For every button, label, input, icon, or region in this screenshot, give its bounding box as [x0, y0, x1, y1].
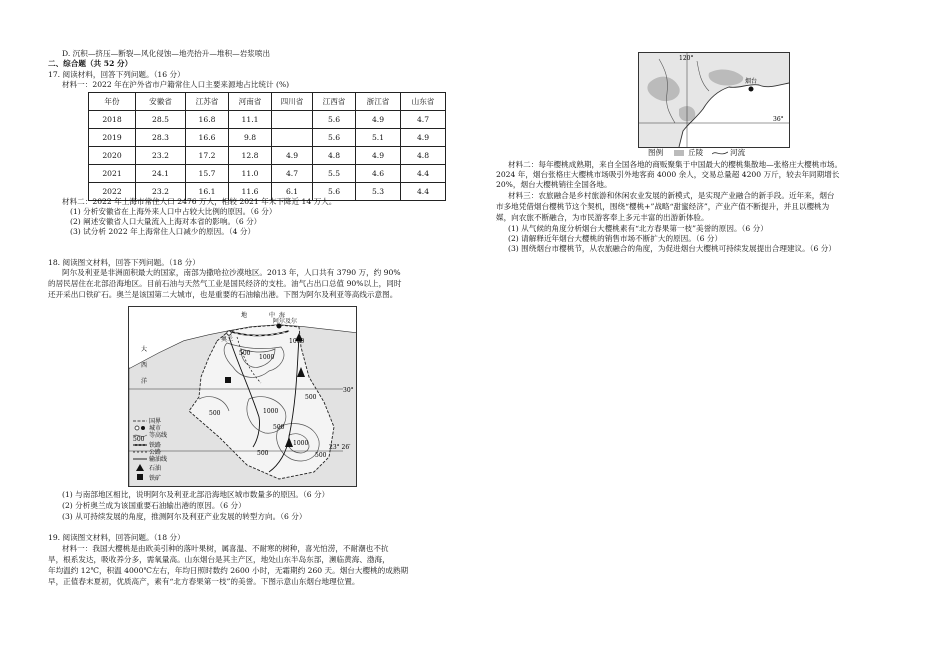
contour-label: 500 [257, 450, 269, 457]
q17-heading: 17. 阅读材料，回答下列问题。（16 分） [48, 70, 185, 79]
table-cell: 2018 [89, 111, 136, 129]
legend-railway: 铁路 [149, 442, 162, 449]
q19-sub1: (1) 从气候的角度分析烟台大樱桃素有“北方春果第一枝”美誉的原因。（6 分） [508, 224, 768, 233]
table-cell: 16.1 [186, 183, 229, 201]
legend-contour: 等高线 [149, 432, 168, 439]
legend-border: 国界 [149, 418, 162, 425]
table-header: 四川省 [272, 93, 313, 111]
contour-label: 1000 [263, 408, 279, 415]
q18-body-line1: 阿尔及利亚是非洲面积最大的国家，南部为撒哈拉沙漠地区。2013 年，人口共有 3790 万，约 90% [62, 268, 401, 277]
label-hai: 海 [279, 312, 286, 319]
table-header: 安徽省 [136, 93, 186, 111]
table-header: 江苏省 [186, 93, 229, 111]
table-row [89, 147, 446, 165]
table-cell: 16.8 [186, 111, 229, 129]
q19-body-line4: 早，正值春末夏初，优质高产，素有“北方春果第一枝”的美誉。下图示意山东烟台地理位置。 [48, 577, 360, 586]
table-cell: 4.9 [401, 129, 446, 147]
table-cell: 17.2 [186, 147, 229, 165]
label-lat-36: 36° [773, 116, 784, 123]
table-cell: 5.1 [356, 129, 401, 147]
table-cell: 23.2 [136, 147, 186, 165]
table-header: 江西省 [313, 93, 356, 111]
yantai-map-legend [648, 148, 788, 158]
legend-oil: 石油 [149, 465, 162, 472]
q19-sub2: (2) 请解释近年烟台大樱桃的销售市场不断扩大的原因。（6 分） [508, 234, 723, 243]
legend-hill: 丘陵 [688, 148, 704, 157]
q18-heading: 18. 阅读图文材料，回答下列问题。（18 分） [48, 258, 200, 267]
legend-iron: 铁矿 [149, 475, 162, 482]
q19-material2-line3: 20%，烟台大樱桃销往全国各地。 [496, 180, 612, 189]
algeria-contour-map [128, 306, 357, 487]
q17-sub3: (3) 试分析 2022 年上海常住人口减少的原因。（4 分） [70, 227, 256, 236]
legend-river-swatch [712, 149, 728, 157]
legend-hill-swatch [674, 150, 684, 156]
table-cell: 4.9 [356, 147, 401, 165]
contour-label: 500 [273, 424, 285, 431]
q18-sub3: (3) 从可持续发展的角度，推测阿尔及利亚产业发展的转型方向。（6 分） [62, 512, 307, 521]
yantai-marker [749, 87, 754, 92]
table-cell: 4.7 [272, 165, 313, 183]
table-cell: 2019 [89, 129, 136, 147]
table-cell: 24.1 [136, 165, 186, 183]
table-cell: 6.1 [272, 183, 313, 201]
q19-material3-line3: 媒，向农旅不断融合，为市民游客奉上多元丰富的出游新体验。 [496, 213, 709, 222]
contour-label: 500 [305, 394, 317, 401]
label-oran: 奥兰 [221, 336, 234, 343]
q19-heading: 19. 阅读图文材料，回答问题。（18 分） [48, 533, 185, 542]
legend-title: 图例 [648, 148, 664, 157]
section-title: 二、综合题（共 52 分） [48, 59, 133, 68]
q18-sub2: (2) 分析奥兰成为该国重要石油输出港的原因。（6 分） [62, 501, 246, 510]
legend-city: 城市 [149, 425, 162, 432]
option-d: D. 沉积—挤压—断裂—风化侵蚀—地壳抬升—堆积—岩浆喷出 [62, 49, 271, 58]
table-header-row [89, 93, 446, 111]
q19-body-line1: 材料一：我国大樱桃是由欧美引种的落叶果树，属喜温、不耐寒的树种，喜光怕涝，不耐潮也不抗 [62, 544, 389, 553]
legend-river: 河流 [730, 148, 746, 157]
contour-label: 1000 [289, 338, 305, 345]
table-cell: 12.8 [229, 147, 272, 165]
legend-pipeline: 输油线 [149, 456, 168, 463]
table-cell: 23.2 [136, 183, 186, 201]
table-cell: 4.8 [401, 147, 446, 165]
latitude-label-30: 30° [343, 387, 354, 394]
table-cell: 4.4 [401, 183, 446, 201]
label-ocean-1: 大 [141, 346, 148, 353]
table-cell: 16.6 [186, 129, 229, 147]
q18-sub1: (1) 与南部地区相比，说明阿尔及利亚北部沿海地区城市数量多的原因。（6 分） [62, 490, 330, 499]
table-cell: 5.6 [313, 129, 356, 147]
table-cell: 9.8 [229, 129, 272, 147]
table-header: 年份 [89, 93, 136, 111]
population-table [88, 92, 446, 201]
table-cell: 2020 [89, 147, 136, 165]
q18-body-line3: 还开采出口铁矿石。奥兰是该国第二大城市，也是重要的石油输出港。下图为阿尔及利亚等高线示意图。 [48, 290, 398, 299]
label-yantai: 烟台 [745, 78, 758, 85]
table-cell: 5.5 [313, 165, 356, 183]
city-marker [227, 331, 231, 335]
table-cell: 4.7 [401, 111, 446, 129]
table-cell: 5.6 [313, 111, 356, 129]
table-cell: 15.7 [186, 165, 229, 183]
contour-label: 1000 [293, 440, 309, 447]
table-cell: 28.3 [136, 129, 186, 147]
contour-label: 500 [315, 452, 327, 459]
q19-material2-line2: 2024 年，烟台张格庄大樱桃市场吸引外地客商 4000 余人，交易总量超 4200 万斤，较去年同期增长 [496, 170, 840, 179]
yantai-location-map [638, 52, 790, 148]
q19-sub3: (3) 围绕烟台市樱桃节，从农旅融合的角度，为促进烟台大樱桃可持续发展提出合理建议。（6 分） [508, 244, 836, 253]
table-cell: 11.0 [229, 165, 272, 183]
table-cell: 5.6 [313, 183, 356, 201]
q19-material2-line1: 材料二：每年樱桃成熟期，来自全国各地的商贩聚集于中国最大的樱桃集散地—张格庄大樱桃市场。 [508, 160, 843, 169]
table-cell: 2022 [89, 183, 136, 201]
q17-material2: 材料二：2022 年上海市常住人口 2476 万人，相较 2021 年末下降近 14 万人。 [62, 197, 337, 206]
contour-label: 1000 [259, 354, 275, 361]
label-algiers: 阿尔及尔 [273, 318, 298, 325]
q19-material3-line1: 材料三：农旅融合是乡村旅游和休闲农业发展的新模式，是实现产业融合的新手段。近年来，烟台 [508, 191, 835, 200]
q17-sub2: (2) 阐述安徽省人口大量流入上海对本省的影响。（6 分） [70, 217, 262, 226]
iron-mine-marker [225, 377, 231, 383]
q18-body-line2: 的居民居住在北部沿海地区。目前石油与天然气工业是国民经济的支柱。油气占出口总值 90%以上，同时 [48, 279, 402, 288]
legend-road: 公路 [149, 449, 162, 456]
label-ocean-3: 洋 [141, 378, 148, 385]
contour-label: 500 [209, 410, 221, 417]
contour-label: 500 [239, 350, 251, 357]
table-cell: 4.9 [272, 147, 313, 165]
label-lon-120: 120° [679, 55, 694, 62]
table-cell [272, 129, 313, 147]
label-di: 地 [241, 312, 248, 319]
label-ocean-2: 西 [141, 362, 148, 369]
table-cell: 4.4 [401, 165, 446, 183]
table-header: 浙江省 [356, 93, 401, 111]
legend-contour-value: 500 [133, 436, 145, 443]
table-cell: 4.6 [356, 165, 401, 183]
label-zhong: 中 [269, 312, 276, 319]
q19-material3-line2: 市多地凭借烟台樱桃节这个契机，围绕“樱桃+”战略“甜蜜经济”，产业产值不断提升，并且以樱桃为 [496, 202, 830, 211]
q19-body-line2: 旱，根系发达，吸收养分多，需氧量高。山东烟台是其主产区，地处山东半岛东部，濒临黄海、渤海， [48, 555, 390, 564]
table-cell: 28.5 [136, 111, 186, 129]
q17-sub1: (1) 分析安徽省在上海外来人口中占较大比例的原因。（6 分） [70, 207, 277, 216]
table-row [89, 129, 446, 147]
table-cell [272, 111, 313, 129]
table-cell: 4.9 [356, 111, 401, 129]
table-cell: 5.3 [356, 183, 401, 201]
table-cell: 11.1 [229, 111, 272, 129]
table-cell: 11.6 [229, 183, 272, 201]
table-header: 河南省 [229, 93, 272, 111]
table-header: 山东省 [401, 93, 446, 111]
table-cell: 4.8 [313, 147, 356, 165]
q17-material1-title: 材料一：2022 年在沪外省市户籍常住人口主要来源地占比统计 (%) [62, 80, 290, 89]
q19-body-line3: 年均温约 12℃，积温 4000℃左右，年均日照时数约 2600 小时，无霜期约 260 天。烟台大樱桃的成熟期 [48, 566, 409, 575]
table-cell: 2021 [89, 165, 136, 183]
table-row [89, 111, 446, 129]
table-row [89, 165, 446, 183]
latitude-label-23: 23° 26′ [329, 444, 351, 451]
